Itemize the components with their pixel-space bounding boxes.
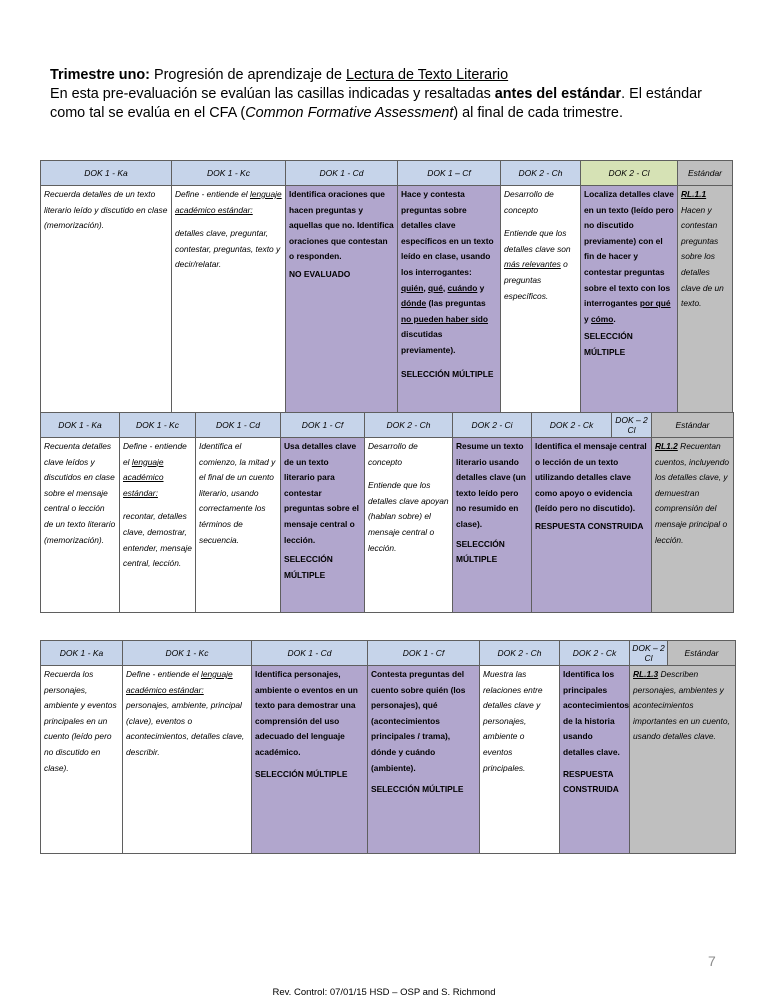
column-header-standard: Estándar	[678, 161, 733, 186]
column-header: DOK 1 - Kc	[123, 641, 252, 666]
column-header: DOK 1 - Cf	[281, 413, 365, 438]
assessment-type: RESPUESTA CONSTRUIDA	[563, 768, 619, 795]
column-header: DOK 2 - Ch	[480, 641, 560, 666]
cell-ch: Desarrollo de concepto Entiende que los detalles clave apoyan (hablan sobre) el mensaje central o lección.	[365, 438, 453, 613]
table-header-row	[41, 641, 736, 666]
cell-cd: Identifica el comienzo, la mitad y el final de un cuento literario, usando correctamente los términos de secuencia.	[196, 438, 281, 613]
header-line-3: como tal se evalúa en el CFA (Common Formative Assessment) al final de cada trimestre.	[50, 105, 623, 121]
header-line-1: Trimestre uno: Progresión de aprendizaje de Lectura de Texto Literario	[50, 67, 509, 83]
column-header: DOK 1 - Kc	[120, 413, 196, 438]
standard-code: RL.1.3	[633, 669, 659, 679]
page-header	[50, 66, 740, 123]
assessment-type: SELECCIÓN MÚLTIPLE	[401, 368, 494, 379]
assessment-type: SELECCIÓN MÚLTIPLE	[284, 554, 333, 580]
column-header: DOK – 2 Cl	[630, 641, 668, 666]
column-header: DOK 1 - Cf	[368, 641, 480, 666]
cell-kc: Define - entiende el lenguaje académico estándar: recontar, detalles clave, demostrar, entender, mensaje central, lección.	[120, 438, 196, 613]
cell-ka: Recuerda los personajes, ambiente y eventos principales en un cuento (leído pero no discutido en clase).	[41, 666, 123, 854]
cell-ci: Resume un texto literario usando detalles clave (un texto leído pero no resumido en clase). SELECCIÓN MÚLTIPLE	[453, 438, 532, 613]
column-header-standard: Estándar	[652, 413, 734, 438]
cell-cl: Localiza detalles clave en un texto (leído pero no discutido previamente) con el fin de hacer y contestar preguntas sobre el texto con los interrogantes por qué y cómo. SELECCIÓN MÚLTIPLE	[581, 186, 678, 416]
table-row	[41, 186, 733, 416]
standard-code: RL1.2	[655, 441, 678, 451]
page-number: 7	[708, 953, 716, 969]
cell-kc: Define - entiende el lenguaje académico estándar: detalles clave, preguntar, contestar, preguntas, texto y decir/relatar.	[172, 186, 286, 416]
cell-ch: Desarrollo de concepto Entiende que los detalles clave son más relevantes o preguntas específicos.	[501, 186, 581, 416]
column-header: DOK 1 - Cd	[196, 413, 281, 438]
column-header: DOK 1 - Ka	[41, 161, 172, 186]
cell-kc: Define - entiende el lenguaje académico estándar: personajes, ambiente, principal (clave), eventos o acontecimientos, detalles clave, describir.	[123, 666, 252, 854]
cell-cf: Contesta preguntas del cuento sobre quién (los personajes), qué (acontecimientos principales / trama), dónde y cuándo (ambiente). SELECCIÓN MÚLTIPLE	[368, 666, 480, 854]
assessment-type: RESPUESTA CONSTRUIDA	[535, 520, 644, 531]
assessment-type: SELECCIÓN MÚLTIPLE	[255, 768, 348, 779]
assessment-type: SELECCIÓN MÚLTIPLE	[456, 538, 505, 565]
column-header: DOK 1 - Cd	[252, 641, 368, 666]
table-header-row	[41, 161, 733, 186]
cell-ch: Muestra las relaciones entre detalles clave y personajes, ambiente o eventos principales.	[480, 666, 560, 854]
cell-ck: Identifica el mensaje central o lección de un texto utilizando detalles clave como apoyo o evidencia (leído pero no discutido). RESPUESTA CONSTRUIDA	[532, 438, 652, 613]
trimester-label: Trimestre uno:	[50, 67, 150, 83]
assessment-type: SELECCIÓN MÚLTIPLE	[371, 784, 464, 795]
cell-ck: Identifica los principales acontecimientos de la historia usando detalles clave. RESPUESTA CONSTRUIDA	[560, 666, 630, 854]
column-header: DOK – 2 Cl	[612, 413, 652, 438]
table-row	[41, 666, 736, 854]
cell-cd: Identifica personajes, ambiente o eventos en un texto para demostrar una comprensión del uso adecuado del lenguaje académico. SELECCIÓN MÚLTIPLE	[252, 666, 368, 854]
column-header: DOK 2 - Ck	[532, 413, 612, 438]
topic-title: Lectura de Texto Literario	[345, 67, 509, 83]
column-header: DOK 1 - Ka	[41, 641, 123, 666]
column-header: DOK 1 – Cf	[398, 161, 501, 186]
column-header: DOK 2 - Ch	[365, 413, 453, 438]
cell-standard: RL1.2 Recuentan cuentos, incluyendo los detalles clave, y demuestran comprensión del mensaje principal o lección.	[652, 438, 734, 613]
cell-cf: Hace y contesta preguntas sobre detalles clave específicos en un texto leído en clase, usando los interrogantes: quién, qué, cuándo y dónde (las preguntas no pueden haber sido discutidas previamente). SELECCIÓN MÚLTIPLE	[398, 186, 501, 416]
table-row	[41, 438, 734, 613]
column-header: DOK 2 - Ch	[501, 161, 581, 186]
table-header-row	[41, 413, 734, 438]
header-line-2: En esta pre-evaluación se evalúan las casillas indicadas y resaltadas antes del estándar. El estándar	[50, 86, 702, 102]
cell-cf: Usa detalles clave de un texto literario para contestar preguntas sobre el mensaje central o lección. SELECCIÓN MÚLTIPLE	[281, 438, 365, 613]
assessment-type: SELECCIÓN MÚLTIPLE	[584, 331, 633, 357]
dok-table-rl-1-3	[40, 640, 736, 854]
column-header: DOK 1 - Cd	[286, 161, 398, 186]
column-header-standard: Estándar	[668, 641, 736, 666]
dok-table-rl-1-2	[40, 412, 734, 613]
column-header: DOK 2 - Ci	[453, 413, 532, 438]
column-header: DOK 1 - Ka	[41, 413, 120, 438]
cell-ka: Recuerda detalles de un texto literario leído y discutido en clase (memorización).	[41, 186, 172, 416]
cell-cd: Identifica oraciones que hacen preguntas y aquellas que no. Identifica oraciones que contestan o responden. NO EVALUADO	[286, 186, 398, 416]
column-header: DOK 2 - Ck	[560, 641, 630, 666]
cell-ka: Recuenta detalles clave leídos y discutidos en clase sobre el mensaje central o lección de un texto literario (memorización).	[41, 438, 120, 613]
cell-standard: RL.1.1 Hacen y contestan preguntas sobre los detalles clave de un texto.	[678, 186, 733, 416]
column-header: DOK 2 - Cl	[581, 161, 678, 186]
column-header: DOK 1 - Kc	[172, 161, 286, 186]
not-evaluated-note: NO EVALUADO	[289, 268, 351, 279]
standard-code: RL.1.1	[681, 189, 707, 199]
cell-standard: RL.1.3 Describen personajes, ambientes y acontecimientos importantes en un cuento, usando detalles clave.	[630, 666, 736, 854]
dok-table-rl-1-1	[40, 160, 733, 416]
revision-footer: Rev. Control: 07/01/15 HSD – OSP and S. Richmond	[272, 987, 496, 998]
